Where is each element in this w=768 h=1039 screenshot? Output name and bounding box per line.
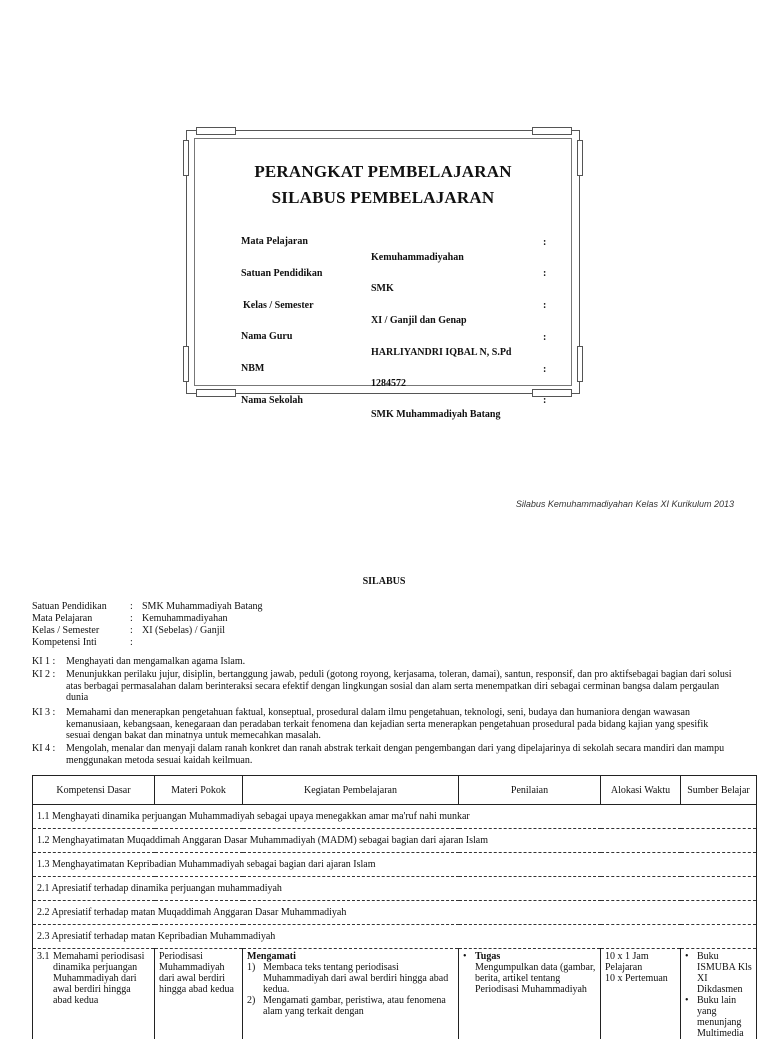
frame-corner-tr bbox=[532, 127, 572, 135]
ki-label: KI 3 : bbox=[32, 707, 66, 719]
kegiatan-heading: Mengamati bbox=[247, 951, 454, 962]
ki-text: Mengolah, menalar dan menyaji dalam ranah konkret dan ranah abstrak terkait dengan pengembangan dari yang dipelajarinya di sekolah secara mandiri dan mampu menggunakan metoda sesuai kaidah keilmuan. bbox=[66, 743, 732, 766]
table-row bbox=[33, 901, 757, 925]
table-row bbox=[33, 877, 757, 901]
penilaian-item bbox=[463, 951, 596, 995]
cover-value-nama-guru: HARLIYANDRI IQBAL N, S.Pd bbox=[371, 347, 512, 358]
table-row bbox=[33, 853, 757, 877]
identity-label: Mata Pelajaran bbox=[32, 613, 130, 624]
bullet: • bbox=[685, 951, 697, 995]
cell-kegiatan-pembelajaran bbox=[243, 949, 459, 1039]
cover-value-mata-pelajaran: Kemuhammadiyahan bbox=[371, 252, 464, 263]
kd-number: 3.1 bbox=[37, 951, 53, 1006]
ki-label: KI 1 : bbox=[32, 656, 66, 668]
kd-full-row: 1.2 Menghayatimatan Muqaddimah Anggaran Dasar Muhammadiyah (MADM) sebagai bagian dari ajaran Islam bbox=[33, 829, 757, 853]
header-sumber-belajar: Sumber Belajar bbox=[681, 776, 757, 805]
bullet: • bbox=[463, 951, 475, 995]
table-row bbox=[33, 805, 757, 829]
identity-sep: : bbox=[130, 637, 142, 648]
cover-label-nama-guru: Nama Guru bbox=[241, 331, 292, 342]
cell-alokasi-waktu bbox=[601, 949, 681, 1039]
cover-colon: : bbox=[543, 332, 546, 343]
sumber-text: Buku lain yang menunjang Multimedia bbox=[697, 995, 752, 1039]
frame-corner-br bbox=[532, 389, 572, 397]
cover-title-line1: PERANGKAT PEMBELAJARAN bbox=[194, 162, 572, 182]
kd-text: Memahami periodisasi dinamika perjuangan Muhammadiyah dari awal berdiri hingga abad kedua bbox=[53, 951, 150, 1006]
identity-row bbox=[32, 613, 228, 624]
cover-colon: : bbox=[543, 364, 546, 375]
alokasi-pertemuan: 10 x Pertemuan bbox=[605, 973, 676, 984]
cover-value-satuan-pendidikan: SMK bbox=[371, 283, 394, 294]
alokasi-jam: 10 x 1 Jam Pelajaran bbox=[605, 951, 676, 973]
ki-text: Memahami dan menerapkan pengetahuan faktual, konseptual, prosedural dalam ilmu pengetahuan, teknologi, seni, budaya dan humaniora dengan wawasan kemanusiaan, kebangsaan, kenegaraan dan peradaban terkait fenomena dan kejadian serta menerapkan pengetahuan prosedural pada bidang kajian yang spesifik sesuai dengan bakat dan minatnya untuk memecahkan masalah. bbox=[66, 707, 732, 742]
sumber-text: Buku ISMUBA Kls XI Dikdasmen bbox=[697, 951, 752, 995]
cell-penilaian bbox=[459, 949, 601, 1039]
frame-tab-right-top bbox=[577, 140, 583, 176]
kd-full-row: 1.1 Menghayati dinamika perjuangan Muhammadiyah sebagai upaya menegakkan amar ma'ruf nahi munkar bbox=[33, 805, 757, 829]
kegiatan-number: 1) bbox=[247, 962, 263, 995]
sumber-item bbox=[685, 995, 752, 1039]
cell-materi-pokok: Periodisasi Muhammadiyah dari awal berdiri hingga abad kedua bbox=[155, 949, 243, 1039]
kegiatan-number: 2) bbox=[247, 995, 263, 1017]
identity-label: Kelas / Semester bbox=[32, 625, 130, 636]
table-row bbox=[33, 925, 757, 949]
ki-text: Menghayati dan mengamalkan agama Islam. bbox=[66, 656, 732, 668]
kegiatan-item bbox=[247, 995, 454, 1017]
frame-tab-right-bottom bbox=[577, 346, 583, 382]
ki-1 bbox=[32, 656, 732, 668]
kegiatan-text: Membaca teks tentang periodisasi Muhammadiyah dari awal berdiri hingga abad kedua. bbox=[263, 962, 454, 995]
kd-item bbox=[37, 951, 150, 1006]
ki-text: Menunjukkan perilaku jujur, disiplin, bertanggung jawab, peduli (gotong royong, kerjasama, toleran, damai), santun, responsif, dan pro aktifsebagai bagian dari solusi atas berbagai permasalahan dalam berinteraksi secara efektif dengan lingkungan sosial dan alam serta menempatkan diri sebagai cerminan bangsa dalam pergaulan dunia bbox=[66, 669, 732, 704]
silabus-table bbox=[32, 775, 757, 1039]
frame-corner-bl bbox=[196, 389, 236, 397]
frame-corner-tl bbox=[196, 127, 236, 135]
kegiatan-item bbox=[247, 962, 454, 995]
identity-label: Satuan Pendidikan bbox=[32, 601, 130, 612]
ki-4 bbox=[32, 743, 732, 766]
cell-sumber-belajar bbox=[681, 949, 757, 1039]
kegiatan-text: Mengamati gambar, peristiwa, atau fenomena alam yang terkait dengan bbox=[263, 995, 454, 1017]
identity-value: SMK Muhammadiyah Batang bbox=[142, 601, 263, 612]
cover-colon: : bbox=[543, 237, 546, 248]
cell-kompetensi-dasar bbox=[33, 949, 155, 1039]
penilaian-text: Mengumpulkan data (gambar, berita, artikel tentang Periodisasi Muhammadiyah bbox=[475, 962, 596, 995]
header-kompetensi-dasar: Kompetensi Dasar bbox=[33, 776, 155, 805]
kd-full-row: 2.2 Apresiatif terhadap matan Muqaddimah Anggaran Dasar Muhammadiyah bbox=[33, 901, 757, 925]
identity-sep: : bbox=[130, 601, 142, 612]
cover-colon: : bbox=[543, 268, 546, 279]
cover-title-line2: SILABUS PEMBELAJARAN bbox=[194, 188, 572, 208]
cover-colon: : bbox=[543, 300, 546, 311]
footer-note: Silabus Kemuhammadiyahan Kelas XI Kurikulum 2013 bbox=[516, 499, 734, 509]
header-materi-pokok: Materi Pokok bbox=[155, 776, 243, 805]
bullet: • bbox=[685, 995, 697, 1039]
identity-value: Kemuhammadiyahan bbox=[142, 613, 228, 624]
kd-full-row: 2.1 Apresiatif terhadap dinamika perjuangan muhammadiyah bbox=[33, 877, 757, 901]
cover-colon: : bbox=[543, 395, 546, 406]
identity-label: Kompetensi Inti bbox=[32, 637, 130, 648]
identity-row bbox=[32, 601, 263, 612]
frame-tab-left-top bbox=[183, 140, 189, 176]
cover-label-kelas-semester: Kelas / Semester bbox=[243, 300, 314, 311]
ki-2 bbox=[32, 669, 732, 704]
cover-value-kelas-semester: XI / Ganjil dan Genap bbox=[371, 315, 467, 326]
cover-label-mata-pelajaran: Mata Pelajaran bbox=[241, 236, 308, 247]
header-penilaian: Penilaian bbox=[459, 776, 601, 805]
identity-row bbox=[32, 637, 142, 648]
table-row bbox=[33, 829, 757, 853]
penilaian-heading: Tugas bbox=[475, 951, 596, 962]
cover-label-nbm: NBM bbox=[241, 363, 264, 374]
kd-full-row: 1.3 Menghayatimatan Kepribadian Muhammadiyah sebagai bagian dari ajaran Islam bbox=[33, 853, 757, 877]
identity-row bbox=[32, 625, 225, 636]
kd-full-row: 2.3 Apresiatif terhadap matan Kepribadian Muhammadiyah bbox=[33, 925, 757, 949]
frame-tab-left-bottom bbox=[183, 346, 189, 382]
ki-label: KI 4 : bbox=[32, 743, 66, 755]
cover-label-satuan-pendidikan: Satuan Pendidikan bbox=[241, 268, 322, 279]
table-row-detail bbox=[33, 949, 757, 1039]
cover-label-nama-sekolah: Nama Sekolah bbox=[241, 395, 303, 406]
ki-3 bbox=[32, 707, 732, 742]
identity-value: XI (Sebelas) / Ganjil bbox=[142, 625, 225, 636]
silabus-heading: SILABUS bbox=[0, 576, 768, 587]
cover-value-nbm: 1284572 bbox=[371, 378, 406, 389]
identity-sep: : bbox=[130, 625, 142, 636]
header-alokasi-waktu: Alokasi Waktu bbox=[601, 776, 681, 805]
sumber-item bbox=[685, 951, 752, 995]
ki-label: KI 2 : bbox=[32, 669, 66, 681]
header-kegiatan-pembelajaran: Kegiatan Pembelajaran bbox=[243, 776, 459, 805]
cover-value-nama-sekolah: SMK Muhammadiyah Batang bbox=[371, 409, 500, 420]
table-header-row bbox=[33, 776, 757, 805]
identity-sep: : bbox=[130, 613, 142, 624]
